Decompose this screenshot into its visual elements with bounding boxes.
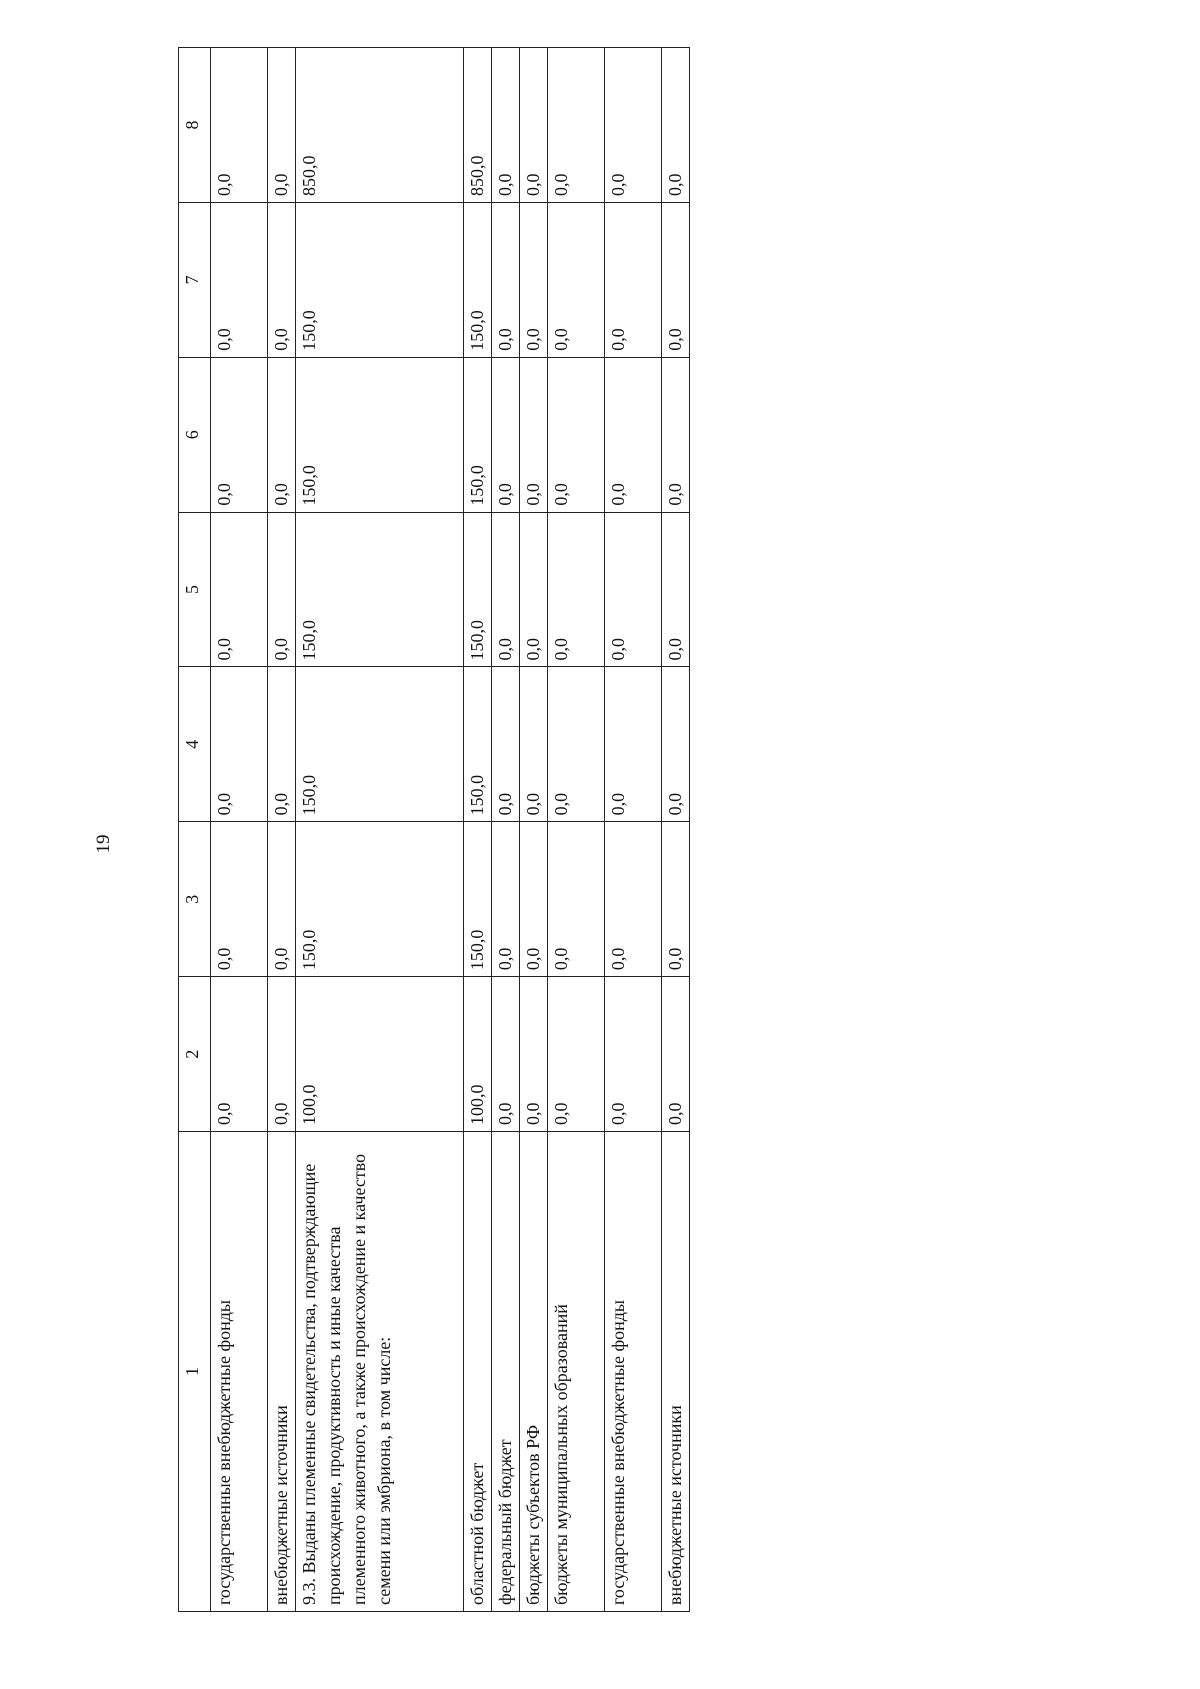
table-cell: 0,0 (491, 667, 519, 822)
table-cell: 150,0 (295, 202, 463, 357)
table-cell: 150,0 (295, 357, 463, 512)
table-cell: 0,0 (605, 667, 662, 822)
page-number: 19 (93, 834, 114, 854)
table-cell: 0,0 (267, 48, 295, 203)
table-cell: 0,0 (520, 357, 548, 512)
table-cell: 0,0 (267, 512, 295, 667)
table-cell: 0,0 (520, 48, 548, 203)
table-cell: 0,0 (605, 48, 662, 203)
table-row (295, 48, 463, 1612)
table-cell: 0,0 (520, 822, 548, 977)
table-cell: 150,0 (295, 822, 463, 977)
table-cell: 0,0 (491, 512, 519, 667)
table-cell: 0,0 (211, 357, 268, 512)
table-cell: 0,0 (520, 977, 548, 1132)
table-cell: 100,0 (295, 977, 463, 1132)
table-cell: 0,0 (520, 667, 548, 822)
row-label: федеральный бюджет (491, 1132, 519, 1612)
table-cell: 150,0 (463, 822, 491, 977)
column-header: 3 (179, 822, 211, 977)
table-row (661, 48, 689, 1612)
row-label: областной бюджет (463, 1132, 491, 1612)
table-cell: 0,0 (520, 512, 548, 667)
row-label: государственные внебюджетные фонды (211, 1132, 268, 1612)
table-cell: 0,0 (661, 512, 689, 667)
table-cell: 150,0 (463, 512, 491, 667)
column-header: 2 (179, 977, 211, 1132)
table-row (463, 48, 491, 1612)
table-cell: 0,0 (548, 48, 605, 203)
table-row (211, 48, 268, 1612)
table-cell: 0,0 (491, 822, 519, 977)
column-header: 4 (179, 667, 211, 822)
table-cell: 150,0 (463, 202, 491, 357)
table-cell: 850,0 (295, 48, 463, 203)
table-cell: 0,0 (267, 202, 295, 357)
table-cell: 0,0 (211, 667, 268, 822)
table-cell: 0,0 (520, 202, 548, 357)
table-cell: 0,0 (548, 822, 605, 977)
row-label: внебюджетные источники (661, 1132, 689, 1612)
column-header: 6 (179, 357, 211, 512)
row-label: бюджеты муниципальных образований (548, 1132, 605, 1612)
table-cell: 0,0 (661, 667, 689, 822)
table-cell: 150,0 (295, 667, 463, 822)
table-cell: 0,0 (491, 357, 519, 512)
column-header: 7 (179, 202, 211, 357)
table-cell: 0,0 (211, 977, 268, 1132)
table-cell: 0,0 (605, 977, 662, 1132)
table-cell: 0,0 (605, 822, 662, 977)
table-cell: 0,0 (267, 357, 295, 512)
row-label: бюджеты субъектов РФ (520, 1132, 548, 1612)
table-cell: 0,0 (661, 822, 689, 977)
table-cell: 0,0 (548, 512, 605, 667)
rotated-table-wrapper (178, 48, 690, 1612)
table-cell: 0,0 (548, 977, 605, 1132)
table-cell: 850,0 (463, 48, 491, 203)
row-label: 9.3. Выданы племенные свидетельства, подтверждающие происхождение, продуктивность и иные качества племенного животного, а также происхождение и качество семени или эмбриона, в том числе: (295, 1132, 463, 1612)
table-cell: 0,0 (661, 357, 689, 512)
table-cell: 0,0 (605, 512, 662, 667)
table-cell: 0,0 (491, 977, 519, 1132)
table-row (491, 48, 519, 1612)
table-cell: 0,0 (605, 357, 662, 512)
table-cell: 0,0 (491, 48, 519, 203)
table-cell: 0,0 (661, 977, 689, 1132)
table-cell: 0,0 (605, 202, 662, 357)
row-label: государственные внебюджетные фонды (605, 1132, 662, 1612)
table-cell: 0,0 (548, 202, 605, 357)
table-cell: 0,0 (661, 202, 689, 357)
table-cell: 0,0 (661, 48, 689, 203)
table-cell: 150,0 (463, 357, 491, 512)
table-cell: 0,0 (267, 822, 295, 977)
column-header: 8 (179, 48, 211, 203)
table-cell: 0,0 (548, 357, 605, 512)
table-cell: 0,0 (267, 977, 295, 1132)
table-cell: 0,0 (211, 822, 268, 977)
column-header: 5 (179, 512, 211, 667)
table-row (267, 48, 295, 1612)
table-cell: 0,0 (211, 202, 268, 357)
table-cell: 0,0 (548, 667, 605, 822)
table-row (605, 48, 662, 1612)
table-cell: 0,0 (211, 48, 268, 203)
table-cell: 0,0 (267, 667, 295, 822)
budget-table (178, 47, 690, 1612)
table-cell: 0,0 (211, 512, 268, 667)
table-cell: 100,0 (463, 977, 491, 1132)
table-row (548, 48, 605, 1612)
table-cell: 150,0 (295, 512, 463, 667)
table-row (520, 48, 548, 1612)
row-label: внебюджетные источники (267, 1132, 295, 1612)
table-header-row (179, 48, 211, 1612)
column-header: 1 (179, 1132, 211, 1612)
table-cell: 150,0 (463, 667, 491, 822)
table-cell: 0,0 (491, 202, 519, 357)
